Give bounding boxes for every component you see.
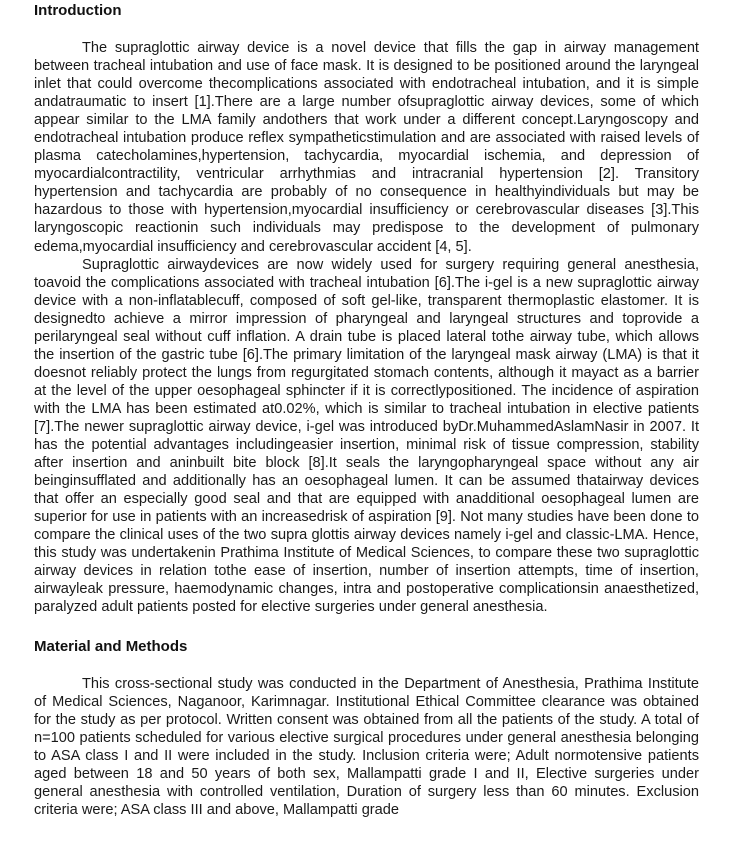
section-heading-introduction: Introduction [34,2,122,19]
paragraph-introduction-1: The supraglottic airway device is a novel device that fills the gap in airway management between tracheal intubation and use of face mask. It is designed to be positioned around the laryngeal inlet that could overcome thecomplications associated with endotracheal intubation, and it is simple andatraumatic to insert [1].There are a large number ofsupraglottic airway devices, some of which appear similar to the LMA family andothers that work under a different concept.Laryngoscopy and endotracheal intubation produce reflex sympatheticstimulation and are associated with raised levels of plasma catecholamines,hypertension, tachycardia, myocardial ischemia, and depression of myocardialcontractility, ventricular arrhythmias and intracranial hypertension [2]. Transitory hypertension and tachycardia are probably of no consequence in healthyindividuals but may be hazardous to those with hypertension,myocardial insufficiency or cerebrovascular diseases [3].This laryngoscopic reactionin such individuals may predispose to the development of pulmonary edema,myocardial insufficiency and cerebrovascular accident [4, 5]. [34,40,699,255]
introduction-section [34,0,699,617]
section-heading-methods: Material and Methods [34,637,188,655]
paragraph-methods-1: This cross-sectional study was conducted in the Department of Anesthesia, Prathima Institute of Medical Sciences, Naganoor, Karimnagar. Institutional Ethical Committee clearance was obtained for the study as per protocol. Written consent was obtained from all the patients of the study. A total of n=100 patients scheduled for various elective surgical procedures under general anesthesia belonging to ASA class I and II were included in the study. Inclusion criteria were; Adult normotensive patients aged between 18 and 50 years of both sex, Mallampatti grade I and II, Elective surgeries under general anesthesia with controlled ventilation, Duration of surgery less than 60 minutes. Exclusion criteria were; ASA class III and above, Mallampatti grade [34,675,699,818]
paragraph-introduction-2: Supraglottic airwaydevices are now widely used for surgery requiring general anesthesia, toavoid the complications associated with tracheal intubation [6].The i-gel is a new supraglottic airway device with a non-inflatablecuff, composed of soft gel-like, transparent thermoplastic elastomer. It is designedto achieve a mirror impression of pharyngeal and laryngeal structures and toprovide a perilaryngeal seal without cuff inflation. A drain tube is placed lateral tothe airway tube, which allows the insertion of the gastric tube [6].The primary limitation of the laryngeal mask airway (LMA) is that it doesnot reliably protect the lungs from regurgitated stomach contents, although it mayact as a barrier at the level of the upper oesophageal sphincter if it is correctlypositioned. The incidence of aspiration with the LMA has been estimated at0.02%, which is similar to tracheal intubation in elective patients [7].The newer supraglottic airway device, i-gel was introduced byDr.MuhammedAslamNasir in 2007. It has the potential advantages includingeasier insertion, minimal risk of tissue compression, stability after insertion and aninbuilt bite block [8].It seals the laryngopharyngeal space without any air beinginsufflated and additionally has an oesophageal lumen. It can be assumed thatairway devices that offer an especially good seal and that are equipped with anadditional oesophageal lumen are superior for use in patients with an increasedrisk of aspiration [9]. Not many studies have been done to compare the clinical uses of the two supra glottis airway devices namely i-gel and classic-LMA. Hence, this study was undertakenin Prathima Institute of Medical Sciences, to compare these two supraglottic airway devices in relation tothe ease of insertion, number of insertion attempts, time of insertion, airwayleak pressure, haemodynamic changes, intra and postoperative complicationsin anaesthetized, paralyzed adult patients posted for elective surgeries under general anesthesia. [34,256,699,616]
methods-section [34,638,699,819]
